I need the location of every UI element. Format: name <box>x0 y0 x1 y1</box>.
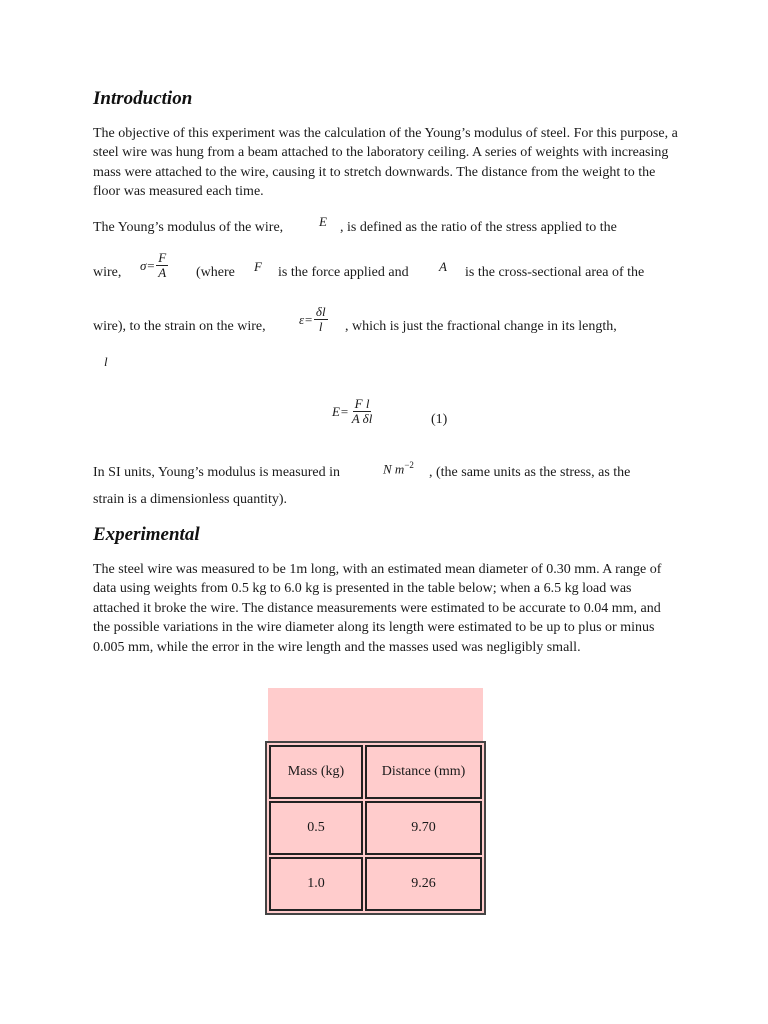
strain-text-a: wire), to the strain on the wire, <box>93 319 266 334</box>
units-symbol-exponent: −2 <box>404 460 414 470</box>
experimental-paragraph: The steel wire was measured to be 1m long, with an estimated mean diameter of 0.30 mm. A range of data using weights from 0.5 kg to 6.0 kg is presented in the table below; when a 6.5 kg load was attached it broke the wire. The distance measurements were estimated to be accurate to 0.04 mm, and the possible variations in the wire diameter along its length were estimated to be up to plus or minus 0.005 mm, while the error in the wire length and the masses used was negligibly small. <box>93 562 662 655</box>
header-distance: Distance (mm) <box>365 745 482 799</box>
cell-mass: 0.5 <box>269 801 363 855</box>
stress-fraction <box>156 251 168 280</box>
equation-1-fraction <box>350 397 375 426</box>
table-row <box>269 857 482 911</box>
symbol-a: A <box>439 259 447 274</box>
units-symbol <box>383 460 414 477</box>
data-table <box>265 741 486 915</box>
introduction-paragraph: The objective of this experiment was the calculation of the Young’s modulus of steel. For this purpose, a steel wire was hung from a beam attached to the laboratory ceiling. A series of weights with increasing mass were attached to the wire, causing it to stretch downwards. The distance from the weight to the floor was measured each time. <box>93 126 678 200</box>
cell-mass: 1.0 <box>269 857 363 911</box>
table-caption-area <box>268 688 483 741</box>
force-text: is the force applied and <box>278 265 409 280</box>
equation-1 <box>332 397 374 426</box>
units-text-a: In SI units, Young’s modulus is measured in <box>93 465 340 480</box>
symbol-f: F <box>254 259 262 274</box>
units-text-c: strain is a dimensionless quantity). <box>93 492 288 507</box>
strain-denominator: l <box>318 319 323 334</box>
symbol-l: l <box>104 354 108 369</box>
stress-formula <box>140 251 168 280</box>
modulus-text-b: , is defined as the ratio of the stress applied to the <box>340 220 617 235</box>
equation-1-numerator: F l <box>354 396 370 411</box>
symbol-e: E <box>319 214 327 229</box>
strain-numerator: δl <box>315 304 326 319</box>
header-mass: Mass (kg) <box>269 745 363 799</box>
introduction-heading: Introduction <box>93 88 193 109</box>
units-symbol-base: N m <box>383 461 405 477</box>
cell-distance: 9.26 <box>365 857 482 911</box>
equation-1-number: (1) <box>431 412 448 427</box>
modulus-text-a: The Young’s modulus of the wire, <box>93 220 284 235</box>
area-text: is the cross-sectional area of the <box>465 265 645 280</box>
wire-label: wire, <box>93 265 122 280</box>
strain-text-b: , which is just the fractional change in its length, <box>345 319 617 334</box>
stress-lhs: σ= <box>140 257 156 273</box>
strain-fraction <box>314 305 328 334</box>
where-text: (where <box>196 265 235 280</box>
equation-1-denominator: A δl <box>351 411 373 426</box>
stress-denominator: A <box>158 265 167 280</box>
strain-lhs: ε= <box>299 311 313 327</box>
strain-formula <box>299 305 328 334</box>
cell-distance: 9.70 <box>365 801 482 855</box>
equation-1-lhs: E= <box>332 403 349 419</box>
stress-numerator: F <box>158 250 167 265</box>
table-row <box>269 801 482 855</box>
table-header-row <box>269 745 482 799</box>
units-text-b: , (the same units as the stress, as the <box>429 465 631 480</box>
experimental-heading: Experimental <box>93 524 200 545</box>
